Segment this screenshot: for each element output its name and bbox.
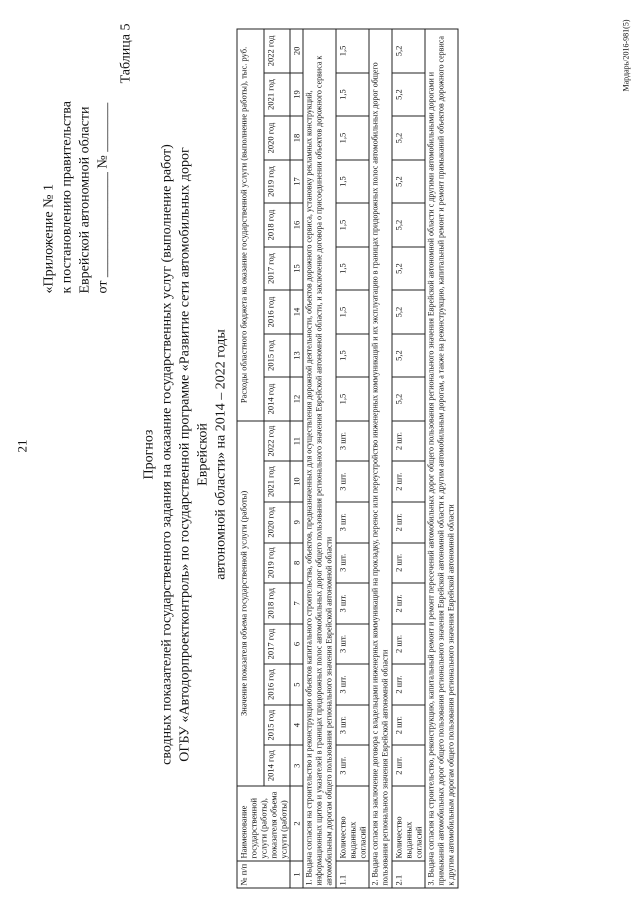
table-cell: 2 шт. [392,745,425,786]
row-num: 2.1 [392,861,425,888]
column-number: 18 [290,116,303,160]
table-cell: 5,2 [392,203,425,247]
table-cell: 2 шт. [392,461,425,502]
appendix-line: Еврейской автономной области [77,106,93,294]
table-cell: 1,5 [336,334,369,378]
table-cell: 3 шт. [336,705,369,746]
column-number: 11 [290,421,303,462]
row-name: Количество выданных согласий [392,786,425,861]
table-cell: 3 шт. [336,624,369,665]
document-title [141,135,231,775]
appendix-line: от _______________ № _______ [95,102,111,294]
title-line: Прогноз [141,429,157,480]
year-header: 2018 год [264,583,291,624]
section-text: 1. Выдача согласия на строительство и реконструкцию объектов капитального строительства, объектов, предназначенных для осуществления дорожной деятельности, объектов дорожного сервиса, установку рекламных конструкций, информационных щитов и указателей в границах придорожных полос автомобильных дорог общего пользования регионального значения Еврейской автономной области, и заключение договора о присоединении объектов дорожного сервиса к автомобильным дорогам общего пользования регионального значения Еврейской автономной области [303,29,336,888]
column-number: 3 [290,745,303,786]
document-page [1,0,640,905]
year-header: 2022 год [264,29,291,73]
column-number: 1 [290,861,303,888]
table-cell: 1,5 [336,116,369,160]
forecast-table [237,29,459,889]
table-cell: 5,2 [392,116,425,160]
table-cell: 1,5 [336,203,369,247]
table-cell: 5,2 [392,290,425,334]
table-cell: 5,2 [392,29,425,73]
table-cell: 3 шт. [336,664,369,705]
table-cell: 2 шт. [392,583,425,624]
section-text: 3. Выдача согласия на строительство, реконструкцию, капитальный ремонт и ремонт пересечений автомобильных дорог общего пользования регионального значения Еврейской автономной области с другими автомобильными дорогами и примыканий автомобильных дорог общего пользования регионального значения Еврейской автономной области к другим автомобильным дорогам, а также на реконструкцию, капитальный ремонт и ремонт примыканий объектов дорожного сервиса к другим автомобильным дорогам общего пользования регионального значения Еврейской автономной области [425,29,458,888]
table-cell: 3 шт. [336,461,369,502]
header-expenses: Расходы областного бюджета на оказание государственной услуги (выполнение работы), тыс. руб. [237,29,264,421]
column-number: 9 [290,502,303,543]
page-number: 21 [14,439,30,453]
year-header: 2019 год [264,160,291,204]
column-number: 7 [290,583,303,624]
table-cell: 3 шт. [336,745,369,786]
footer-mark: Мардарь/2016-981(5) [621,19,631,92]
header-name: Наименование государственной услуги (работы), показателя объема услуги (работы) [237,786,290,861]
title-line: ОГБУ «Автодорпроектконтроль» по государственной программе «Развитие сети автомобильных дорог Еврейской [177,147,211,762]
table-cell: 1,5 [336,160,369,204]
year-header: 2015 год [264,334,291,378]
table-cell: 1,5 [336,73,369,117]
table-cell: 2 шт. [392,543,425,584]
year-header: 2021 год [264,461,291,502]
table-cell: 5,2 [392,160,425,204]
year-header: 2021 год [264,73,291,117]
year-header: 2015 год [264,705,291,746]
column-number: 4 [290,705,303,746]
year-header: 2017 год [264,247,291,291]
column-number: 6 [290,624,303,665]
title-line: сводных показателей государственного задания на оказание государственных услуг (выполнение работ) [159,144,175,765]
column-number: 8 [290,543,303,584]
table-cell: 1,5 [336,377,369,421]
column-number: 16 [290,203,303,247]
header-num: № п/п [237,861,290,888]
table-cell: 1,5 [336,247,369,291]
column-number: 14 [290,290,303,334]
table-cell: 5,2 [392,73,425,117]
column-number-row [290,29,303,888]
column-number: 17 [290,160,303,204]
table-cell: 3 шт. [336,502,369,543]
table-cell: 2 шт. [392,624,425,665]
table-cell: 3 шт. [336,543,369,584]
column-number: 19 [290,73,303,117]
column-number: 13 [290,334,303,378]
section-row [425,29,458,888]
header-volume: Значение показателя объема государственной услуги (работы) [237,421,264,786]
year-header: 2020 год [264,502,291,543]
table-cell: 2 шт. [392,421,425,462]
table-cell: 3 шт. [336,583,369,624]
table-number: Таблица 5 [118,23,134,84]
column-number: 12 [290,377,303,421]
column-number: 20 [290,29,303,73]
section-text: 2. Выдача согласия на заключение договора с владельцами инженерных коммуникаций на прокладку, перенос или переустройство инженерных коммуникаций и их эксплуатацию в границах придорожных полос автомобильных дорог общего пользования регионального значения Еврейской автономной области [369,29,392,888]
table-cell: 1,5 [336,290,369,334]
year-header: 2020 год [264,116,291,160]
table-row [336,29,369,888]
table-cell: 5,2 [392,247,425,291]
year-header: 2019 год [264,543,291,584]
appendix-line: к постановлению правительства [59,101,75,294]
table-cell: 2 шт. [392,705,425,746]
column-number: 10 [290,461,303,502]
year-header: 2014 год [264,377,291,421]
table-cell: 5,2 [392,334,425,378]
column-number: 15 [290,247,303,291]
year-header-row [264,29,291,888]
year-header: 2014 год [264,745,291,786]
table-cell: 3 шт. [336,421,369,462]
column-number: 2 [290,786,303,861]
row-name: Количество выданных согласий [336,786,369,861]
year-header: 2017 год [264,624,291,665]
year-header: 2018 год [264,203,291,247]
table-row [392,29,425,888]
year-header: 2016 год [264,664,291,705]
section-row [369,29,392,888]
year-header: 2016 год [264,290,291,334]
table-cell: 2 шт. [392,502,425,543]
title-line: автономной области» на 2014 – 2022 годы [213,329,229,580]
table-cell: 1,5 [336,29,369,73]
appendix-line: «Приложение № 1 [41,184,57,294]
column-number: 5 [290,664,303,705]
appendix-block [41,24,113,294]
year-header: 2022 год [264,421,291,462]
section-row [303,29,336,888]
table-cell: 5,2 [392,377,425,421]
table-cell: 2 шт. [392,664,425,705]
row-num: 1.1 [336,861,369,888]
